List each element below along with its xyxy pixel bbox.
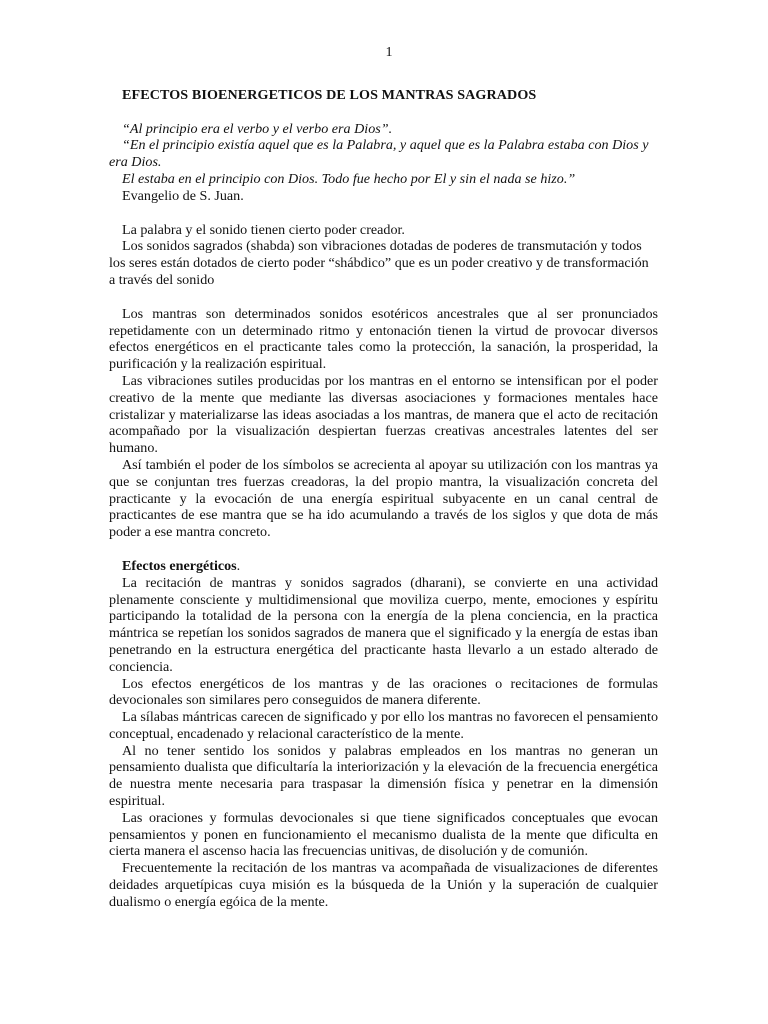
section-paragraph: Las oraciones y formulas devocionales si que tiene significados conceptuales que evocan pensamientos y ponen en funcionamiento el mecanismo dualista de la mente que dificulta en cierta manera el ascenso hacia las frecuencias unitivas, de disolución y de comunión. (109, 809, 658, 860)
document-title: EFECTOS BIOENERGETICOS DE LOS MANTRAS SAGRADOS (122, 86, 537, 103)
section-paragraph: Frecuentemente la recitación de los mantras va acompañada de visualizaciones de diferentes deidades arquetípicas cuya misión es la búsqueda de la Unión y la superación de cualquier dualismo o energía egóica de la mente. (109, 860, 658, 910)
epigraph-line: “Al principio era el verbo y el verbo era Dios”. (122, 120, 393, 137)
epigraph-line: “En el principio existía aquel que es la Palabra, y aquel que es la Palabra estaba con Dios y era Dios. (109, 137, 649, 171)
intro-paragraph: Los sonidos sagrados (shabda) son vibraciones dotadas de poderes de transmutación y todos los seres están dotados de cierto poder “shábdico” que es un poder creativo y de transformación a través del sonido (109, 238, 649, 288)
section-heading-text: Efectos energéticos (122, 557, 237, 574)
document-page (109, 44, 658, 911)
section-paragraph: Los efectos energéticos de los mantras y de las oraciones o recitaciones de formulas devocionales son similares pero conseguidos de manera diferente. (109, 675, 658, 709)
intro-paragraph: La palabra y el sonido tienen cierto poder creador. (122, 221, 405, 238)
section-paragraph: La recitación de mantras y sonidos sagrados (dharani), se convierte en una actividad plenamente consciente y multidimensional que moviliza cuerpo, mente, emociones y espíritu participando la totalidad de la persona con la energía de la plena conciencia, en la practica mántrica se repetían los sonidos sagrados de manera que el significado y la energía de estas iban penetrando en la estructura energética del practicante hasta llevarlo a un estado alterado de conciencia. (109, 574, 658, 675)
body-paragraph: Así también el poder de los símbolos se acrecienta al apoyar su utilización con los mantras ya que se conjuntan tres fuerzas creadoras, la del propio mantra, la visualización concreta del practicante y la evocación de una energía espiritual subyacente en un canal central de practicantes de ese mantra que se ha ido acumulando a través de los siglos y que dota de más poder a ese mantra concreto. (109, 456, 658, 541)
body-paragraph: Los mantras son determinados sonidos esotéricos ancestrales que al ser pronunciados repetidamente con un determinado ritmo y entonación tienen la virtud de provocar diversos efectos energéticos en el practicante tales como la protección, la sanación, la prosperidad, la purificación y la realización espiritual. (109, 305, 658, 373)
section-paragraph: Al no tener sentido los sonidos y palabras empleados en los mantras no generan un pensamiento dualista que dificultaría la interiorización y la elevación de la frecuencia energética de nuestra mente necesaria para traspasar la dimensión física y penetrar en la dimensión espiritual. (109, 742, 658, 810)
paragraph-gap (109, 541, 658, 558)
section-heading (109, 558, 658, 575)
paragraph-gap (109, 289, 658, 306)
page-number: 1 (385, 44, 393, 60)
section-paragraph: La sílabas mántricas carecen de significado y por ello los mantras no favorecen el pensamiento conceptual, encadenado y relacional característico de la mente. (109, 709, 658, 742)
epigraph-attribution: Evangelio de S. Juan. (122, 187, 244, 204)
body-paragraph: Las vibraciones sutiles producidas por los mantras en el entorno se intensifican por el poder creativo de la mente que mediante las diversas asociaciones y formaciones mentales hace cristalizar y materializarse las ideas asociadas a los mantras, de manera que el acto de recitación acompañado por la visualización despiertan fuerzas creativas ancestrales latentes del ser humano. (109, 372, 658, 457)
section-heading-suffix: . (236, 557, 241, 574)
epigraph-line: El estaba en el principio con Dios. Todo fue hecho por El y sin el nada se hizo.” (122, 170, 576, 187)
